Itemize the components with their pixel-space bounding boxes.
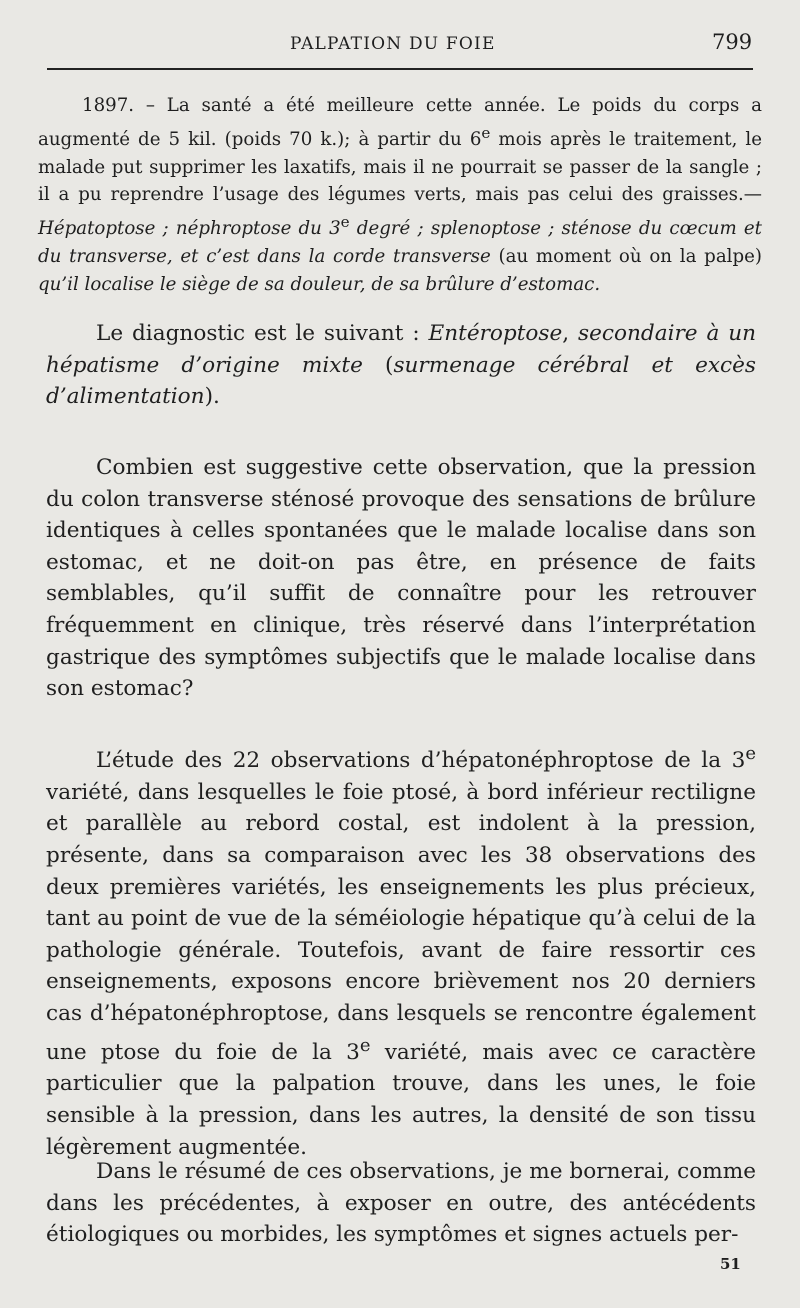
diag-italic-a: Entéroptose (428, 321, 563, 346)
obs-sup2: e (340, 213, 350, 232)
obs-italic1: Hépatoptose ; néphroptose du 3 (38, 218, 341, 240)
page-number: 799 (712, 30, 753, 54)
obs-sup1: e (481, 123, 491, 142)
dans-text: Dans le résumé de ces observations, je me bornerai, comme dans les précédentes, à exposer en outre, des antécédents étiologiques ou morbides, les symptômes et signes actuels per- (46, 1159, 756, 1248)
diag-italic-c: surmenage cérébral et excès d’alimentation (46, 352, 756, 410)
running-head (0, 30, 800, 60)
etude-c: variété, mais avec ce caractère particulier que la palpation trouve, dans les unes, le foie sensible à la pression, dans les autres, la densité de son tissu légèrement augmentée. (46, 1039, 756, 1160)
combien-paragraph (46, 452, 756, 705)
signature-mark: 51 (720, 1255, 741, 1273)
obs-italic3: qu’il localise le siège de sa douleur, de sa brûlure d’estomac. (38, 273, 601, 295)
etude-b: variété, dans lesquelles le foie ptosé, à bord inférieur rectiligne et parallèle au rebord costal, est indolent à la pression, présente, dans sa comparaison avec les 38 observations des deux premières variétés, les enseignements les plus précieux, tant au point de vue de la séméiologie hépatique qu’à celui de la pathologie générale. Toutefois, avant de faire ressortir ces enseignements, exposons encore brièvement nos 20 derniers cas d’hépatonéphroptose, dans lesquels se rencontre également une ptose du foie de la 3 (46, 779, 756, 1065)
observation-text (38, 92, 762, 299)
etude-sup1: e (745, 743, 756, 764)
diag-italic-b: secondaire à un hépatisme d’origine mixte (46, 321, 757, 378)
obs-italic2: degré ; splenoptose ; sténose du cœcum et du transverse, et c’est dans la corde transverse (38, 218, 762, 268)
diag-paren: ( (362, 352, 394, 378)
etude-a: L’étude des 22 observations d’hépatonéphroptose de la 3 (96, 748, 746, 774)
diag-close: ). (204, 384, 220, 410)
obs-seg1: 1897. – La santé a été meilleure cette année. Le poids du corps a augmenté de 5 kil. (poids 70 k.); à partir du 6 (38, 95, 762, 150)
etude-text (46, 738, 756, 1163)
diag-comma: , (562, 321, 579, 346)
etude-paragraph (46, 738, 756, 1163)
header-rule (47, 68, 753, 70)
diag-lead: Le diagnostic est le suivant : (96, 321, 429, 346)
dans-paragraph (46, 1156, 756, 1251)
running-title: PALPATION DU FOIE (290, 34, 496, 54)
obs-seg2: mois après le traitement, le malade put supprimer les laxatifs, mais il ne pourrait se passer de la sangle ; il a pu reprendre l’usage des légumes verts, mais pas celui des graisses.— (38, 128, 762, 206)
combien-text: Combien est suggestive cette observation, que la pression du colon transverse sténosé provoque des sensations de brûlure identiques à celles spontanées que le malade localise dans son estomac, et ne doit-on pas être, en présence de faits semblables, qu’il suffit de connaître pour les retrouver fréquemment en clinique, très réservé dans l’interprétation gastrique des symptômes subjectifs que le malade localise dans son estomac? (46, 455, 756, 702)
diagnostic-text (46, 318, 756, 413)
obs-seg3: (au moment où on la palpe) (490, 246, 762, 268)
observation-paragraph (38, 92, 762, 299)
etude-sup2: e (359, 1034, 371, 1056)
diagnostic-paragraph (46, 318, 756, 413)
